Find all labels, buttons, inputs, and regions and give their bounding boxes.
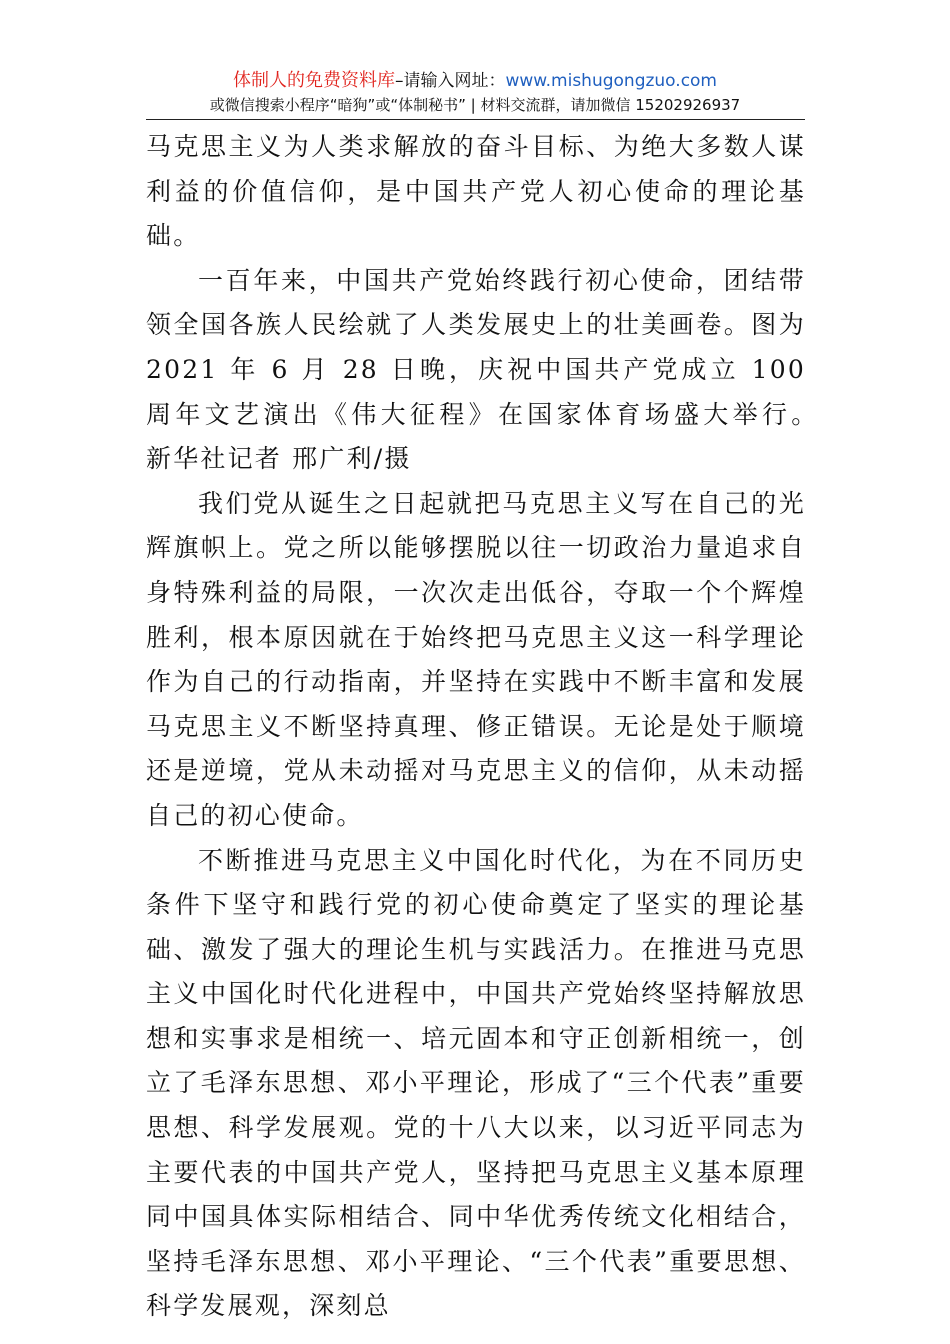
header-wechat-info: 或微信搜索小程序“暗狗”或“体制秘书” | 材料交流群，请加微信 15202926937 — [209, 96, 741, 114]
header-url-link[interactable]: www.mishugongzuo.com — [505, 71, 717, 91]
paragraph-1: 马克思主义为人类求解放的奋斗目标、为绝大多数人谋利益的价值信仰，是中国共产党人初心使命的理论基础。 — [146, 132, 806, 251]
document-body — [146, 125, 834, 1329]
paragraph-4: 不断推进马克思主义中国化时代化，为在不同历史条件下坚守和践行党的初心使命奠定了坚实的理论基础、激发了强大的理论生机与实践活力。在推进马克思主义中国化时代化进程中，中国共产党始终坚持解放思想和实事求是相统一、培元固本和守正创新相统一，创立了毛泽东思想、邓小平理论，形成了“三个代表”重要思想、科学发展观。党的十八大以来，以习近平同志为主要代表的中国共产党人，坚持把马克思主义基本原理同中国具体实际相结合、同中华优秀传统文化相结合，坚持毛泽东思想、邓小平理论、“三个代表”重要思想、科学发展观，深刻总 — [146, 845, 806, 1321]
header-url-prompt: –请输入网址： — [394, 71, 506, 91]
header-divider — [146, 119, 805, 120]
header-brand: 体制人的免费资料库 — [232, 70, 395, 91]
paragraph-2-photo-caption: 一百年来，中国共产党始终践行初心使命，团结带领全国各族人民绘就了人类发展史上的壮美画卷。图为 2021 年 6 月 28 日晚，庆祝中国共产党成立 100 周年文艺演出《伟大征程》在国家体育场盛大举行。 新华社记者 邢广利/摄 — [146, 265, 834, 474]
page-header — [0, 68, 950, 116]
header-banner — [0, 68, 950, 94]
paragraph-3: 我们党从诞生之日起就把马克思主义写在自己的光辉旗帜上。党之所以能够摆脱以往一切政治力量追求自身特殊利益的局限，一次次走出低谷，夺取一个个辉煌胜利，根本原因就在于始终把马克思主义这一科学理论作为自己的行动指南，并坚持在实践中不断丰富和发展马克思主义不断坚持真理、修正错误。无论是处于顺境还是逆境，党从未动摇对马克思主义的信仰，从未动摇自己的初心使命。 — [146, 488, 806, 830]
